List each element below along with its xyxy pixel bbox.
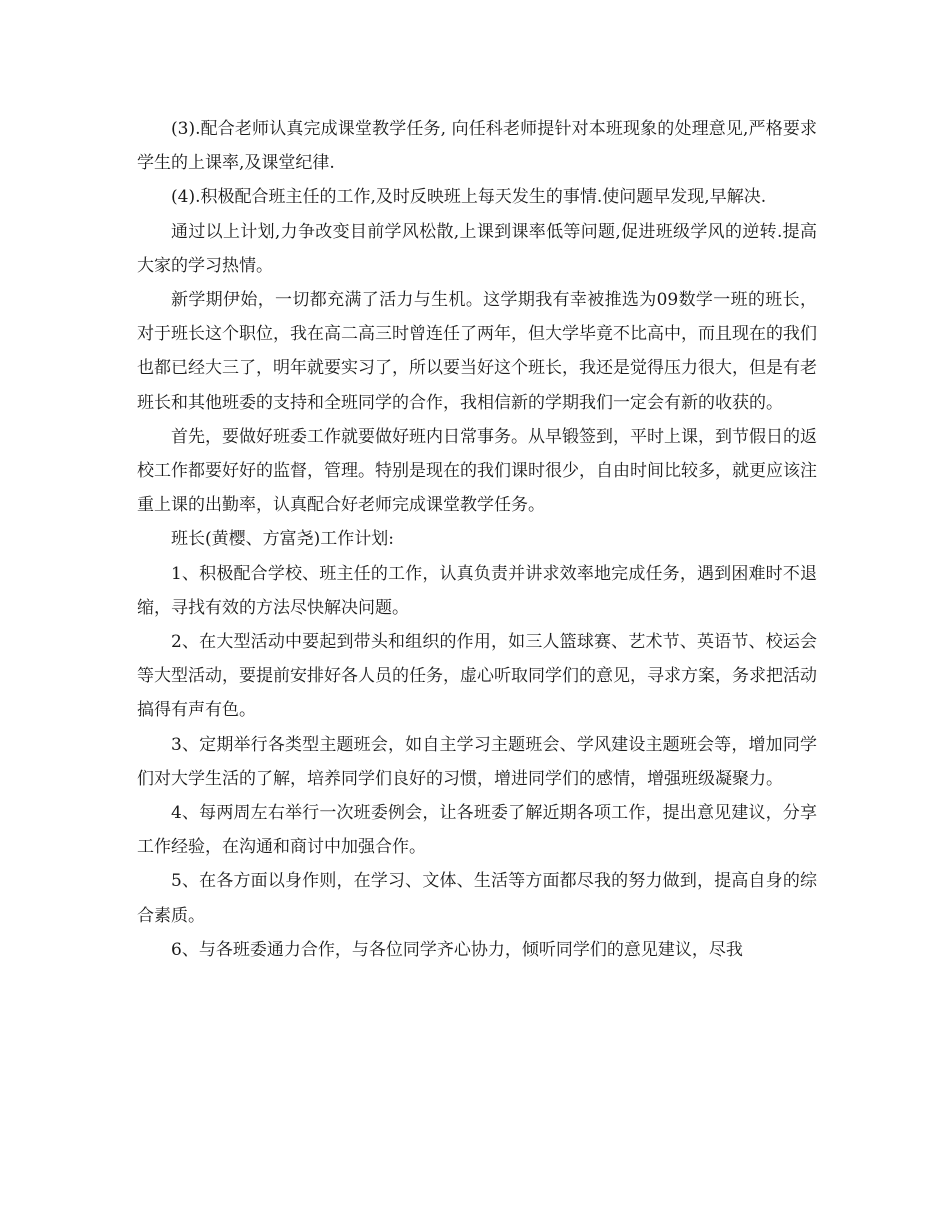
paragraph-summary: 通过以上计划,力争改变目前学风松散,上课到课率低等问题,促进班级学风的逆转.提高大家的学习热情。	[137, 221, 817, 276]
section-heading-monitor-plan: 班长(黄樱、方富尧)工作计划:	[171, 529, 394, 550]
plan-item-3: 3、定期举行各类型主题班会，如自主学习主题班会、学风建设主题班会等，增加同学们对大学生活的了解，培养同学们良好的习惯，增进同学们的感情，增强班级凝聚力。	[137, 734, 817, 789]
paragraph-first: 首先，要做好班委工作就要做好班内日常事务。从早锻签到，平时上课，到节假日的返校工作都要好好的监督，管理。特别是现在的我们课时很少，自由时间比较多，就更应该注重上课的出勤率，认真配合好老师完成课堂教学任务。	[137, 426, 817, 516]
paragraph-item-3: (3).配合老师认真完成课堂教学任务, 向任科老师提针对本班现象的处理意见,严格要求学生的上课率,及课堂纪律.	[137, 119, 817, 174]
paragraph-new-semester: 新学期伊始，一切都充满了活力与生机。这学期我有幸被推选为09数学一班的班长，对于班长这个职位，我在高二高三时曾连任了两年，但大学毕竟不比高中，而且现在的我们也都已经大三了，明年就要实习了，所以要当好这个班长，我还是觉得压力很大，但是有老班长和其他班委的支持和全班同学的合作，我相信新的学期我们一定会有新的收获的。	[137, 290, 817, 413]
plan-item-1: 1、积极配合学校、班主任的工作，认真负责并讲求效率地完成任务，遇到困难时不退缩，寻找有效的方法尽快解决问题。	[137, 563, 817, 618]
plan-item-2: 2、在大型活动中要起到带头和组织的作用，如三人篮球赛、艺术节、英语节、校运会等大型活动，要提前安排好各人员的任务，虚心听取同学们的意见，寻求方案，务求把活动搞得有声有色。	[137, 632, 817, 721]
plan-item-5: 5、在各方面以身作则，在学习、文体、生活等方面都尽我的努力做到，提高自身的综合素质。	[137, 871, 817, 926]
document-body	[137, 112, 817, 967]
plan-item-4: 4、每两周左右举行一次班委例会，让各班委了解近期各项工作，提出意见建议，分享工作经验，在沟通和商讨中加强合作。	[137, 803, 817, 858]
paragraph-item-4: (4).积极配合班主任的工作,及时反映班上每天发生的事情.使问题早发现,早解决.	[171, 187, 767, 208]
plan-item-6: 6、与各班委通力合作，与各位同学齐心协力，倾听同学们的意见建议，尽我	[171, 939, 743, 960]
